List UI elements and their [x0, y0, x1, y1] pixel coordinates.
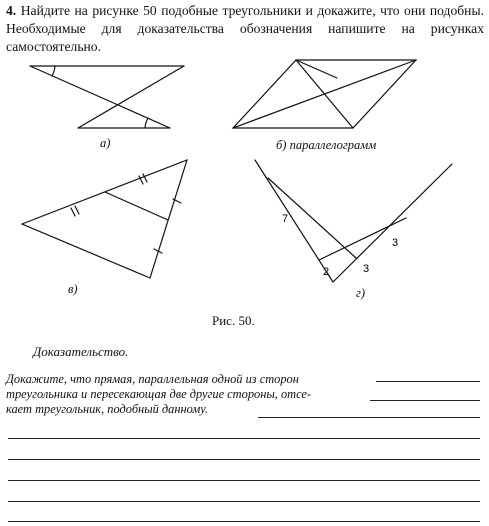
task-text: Найдите на рисунке 50 подобные треугольники и докажите, что они подобны. Необходимые для доказательства обозначения напишите на рисунках самостоятельно.	[6, 3, 484, 54]
proof-heading: Доказательство.	[33, 344, 129, 359]
exercise-line-1: Докажите, что прямая, параллельная одной из сторон	[6, 372, 299, 386]
exercise-line-3: кает треугольник, подобный данному.	[6, 402, 209, 416]
label-three-right: 3	[392, 237, 399, 249]
caption-g: г)	[356, 286, 366, 300]
answer-line	[370, 400, 480, 401]
caption-a: а)	[100, 136, 111, 150]
answer-line	[8, 521, 480, 522]
answer-line	[376, 381, 480, 382]
answer-line	[258, 417, 480, 418]
answer-line	[8, 501, 480, 502]
figure-a	[30, 66, 184, 128]
label-two: 2	[323, 266, 330, 278]
answer-line	[8, 480, 480, 481]
answer-line	[8, 459, 480, 460]
label-three-mid: 3	[363, 263, 370, 275]
figure-v	[22, 160, 187, 278]
figure-title: Рис. 50.	[212, 313, 255, 328]
exercise-line-2: треугольника и пересекающая две другие стороны, отсе-	[6, 387, 312, 401]
caption-b: б) параллелограмм	[276, 138, 377, 152]
answer-line	[8, 438, 480, 439]
caption-v: в)	[68, 282, 78, 296]
label-seven: 7	[282, 213, 289, 225]
figure-b	[233, 60, 416, 128]
task-number: 4.	[6, 3, 17, 18]
